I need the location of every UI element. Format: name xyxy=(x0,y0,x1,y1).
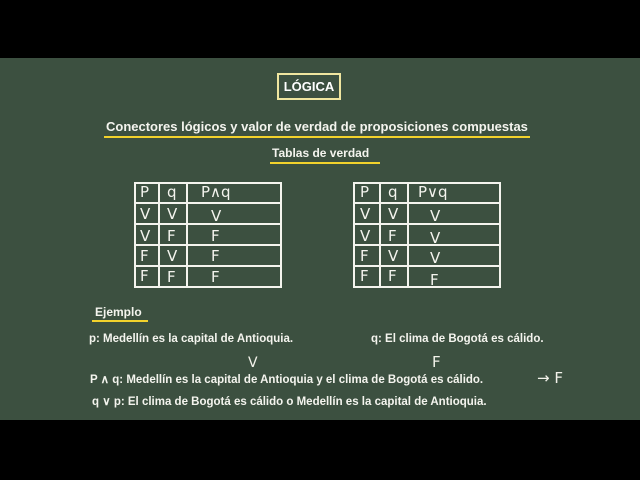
table-and-r2-q: F xyxy=(167,227,176,245)
table-and-header-q: q xyxy=(167,183,177,201)
table-and-r2-p: V xyxy=(140,227,151,245)
subtitle: Conectores lógicos y valor de verdad de proposiciones compuestas xyxy=(106,119,528,134)
table-or-r4-q: F xyxy=(388,267,397,285)
table-or-header-pq: P∨q xyxy=(418,183,448,201)
page-title: LÓGICA xyxy=(277,73,341,100)
table-and-r3-p: F xyxy=(140,247,149,265)
table-or-r3-r: V xyxy=(430,249,441,267)
section-title: Tablas de verdad xyxy=(272,146,370,160)
table-or-r2-p: V xyxy=(360,227,371,245)
table-and-header-p: P xyxy=(140,183,150,201)
table-or-r1-p: V xyxy=(360,205,371,223)
table-and-r4-q: F xyxy=(167,268,176,286)
table-or-r1-q: V xyxy=(388,205,399,223)
section-underline xyxy=(270,162,380,164)
table-or-r4-p: F xyxy=(360,267,369,285)
conjunction-statement: P ∧ q: Medellín es la capital de Antioquia y el clima de Bogotá es cálido. xyxy=(90,374,484,386)
table-and-r3-q: V xyxy=(167,247,178,265)
p-truth-value: V xyxy=(248,355,258,371)
example-heading: Ejemplo xyxy=(95,305,142,319)
conjunction-result: → F xyxy=(537,369,563,387)
table-and-r1-q: V xyxy=(167,205,178,223)
table-or-r3-q: V xyxy=(388,247,399,265)
table-and-r2-r: F xyxy=(211,227,220,245)
table-or-r4-r: F xyxy=(430,271,439,289)
table-and-r4-p: F xyxy=(140,267,149,285)
example-underline xyxy=(92,320,148,322)
table-and-r1-r: V xyxy=(211,207,222,225)
table-or-r2-r: V xyxy=(430,229,441,247)
chalkboard xyxy=(0,58,640,420)
table-or-r1-r: V xyxy=(430,207,441,225)
q-truth-value: F xyxy=(432,353,441,371)
table-and-header-pq: P∧q xyxy=(201,183,231,201)
table-or-r3-p: F xyxy=(360,247,369,265)
table-and-r1-p: V xyxy=(140,205,151,223)
table-or-r2-q: F xyxy=(388,227,397,245)
table-and-r3-r: F xyxy=(211,247,220,265)
proposition-q: q: El clima de Bogotá es cálido. xyxy=(371,333,544,345)
table-and-r4-r: F xyxy=(211,268,220,286)
table-or-header-q: q xyxy=(388,183,398,201)
disjunction-statement: q ∨ p: El clima de Bogotá es cálido o Medellín es la capital de Antioquia. xyxy=(92,396,487,408)
subtitle-underline xyxy=(104,136,530,138)
table-or-header-p: P xyxy=(360,183,370,201)
proposition-p: p: Medellín es la capital de Antioquia. xyxy=(89,333,294,345)
